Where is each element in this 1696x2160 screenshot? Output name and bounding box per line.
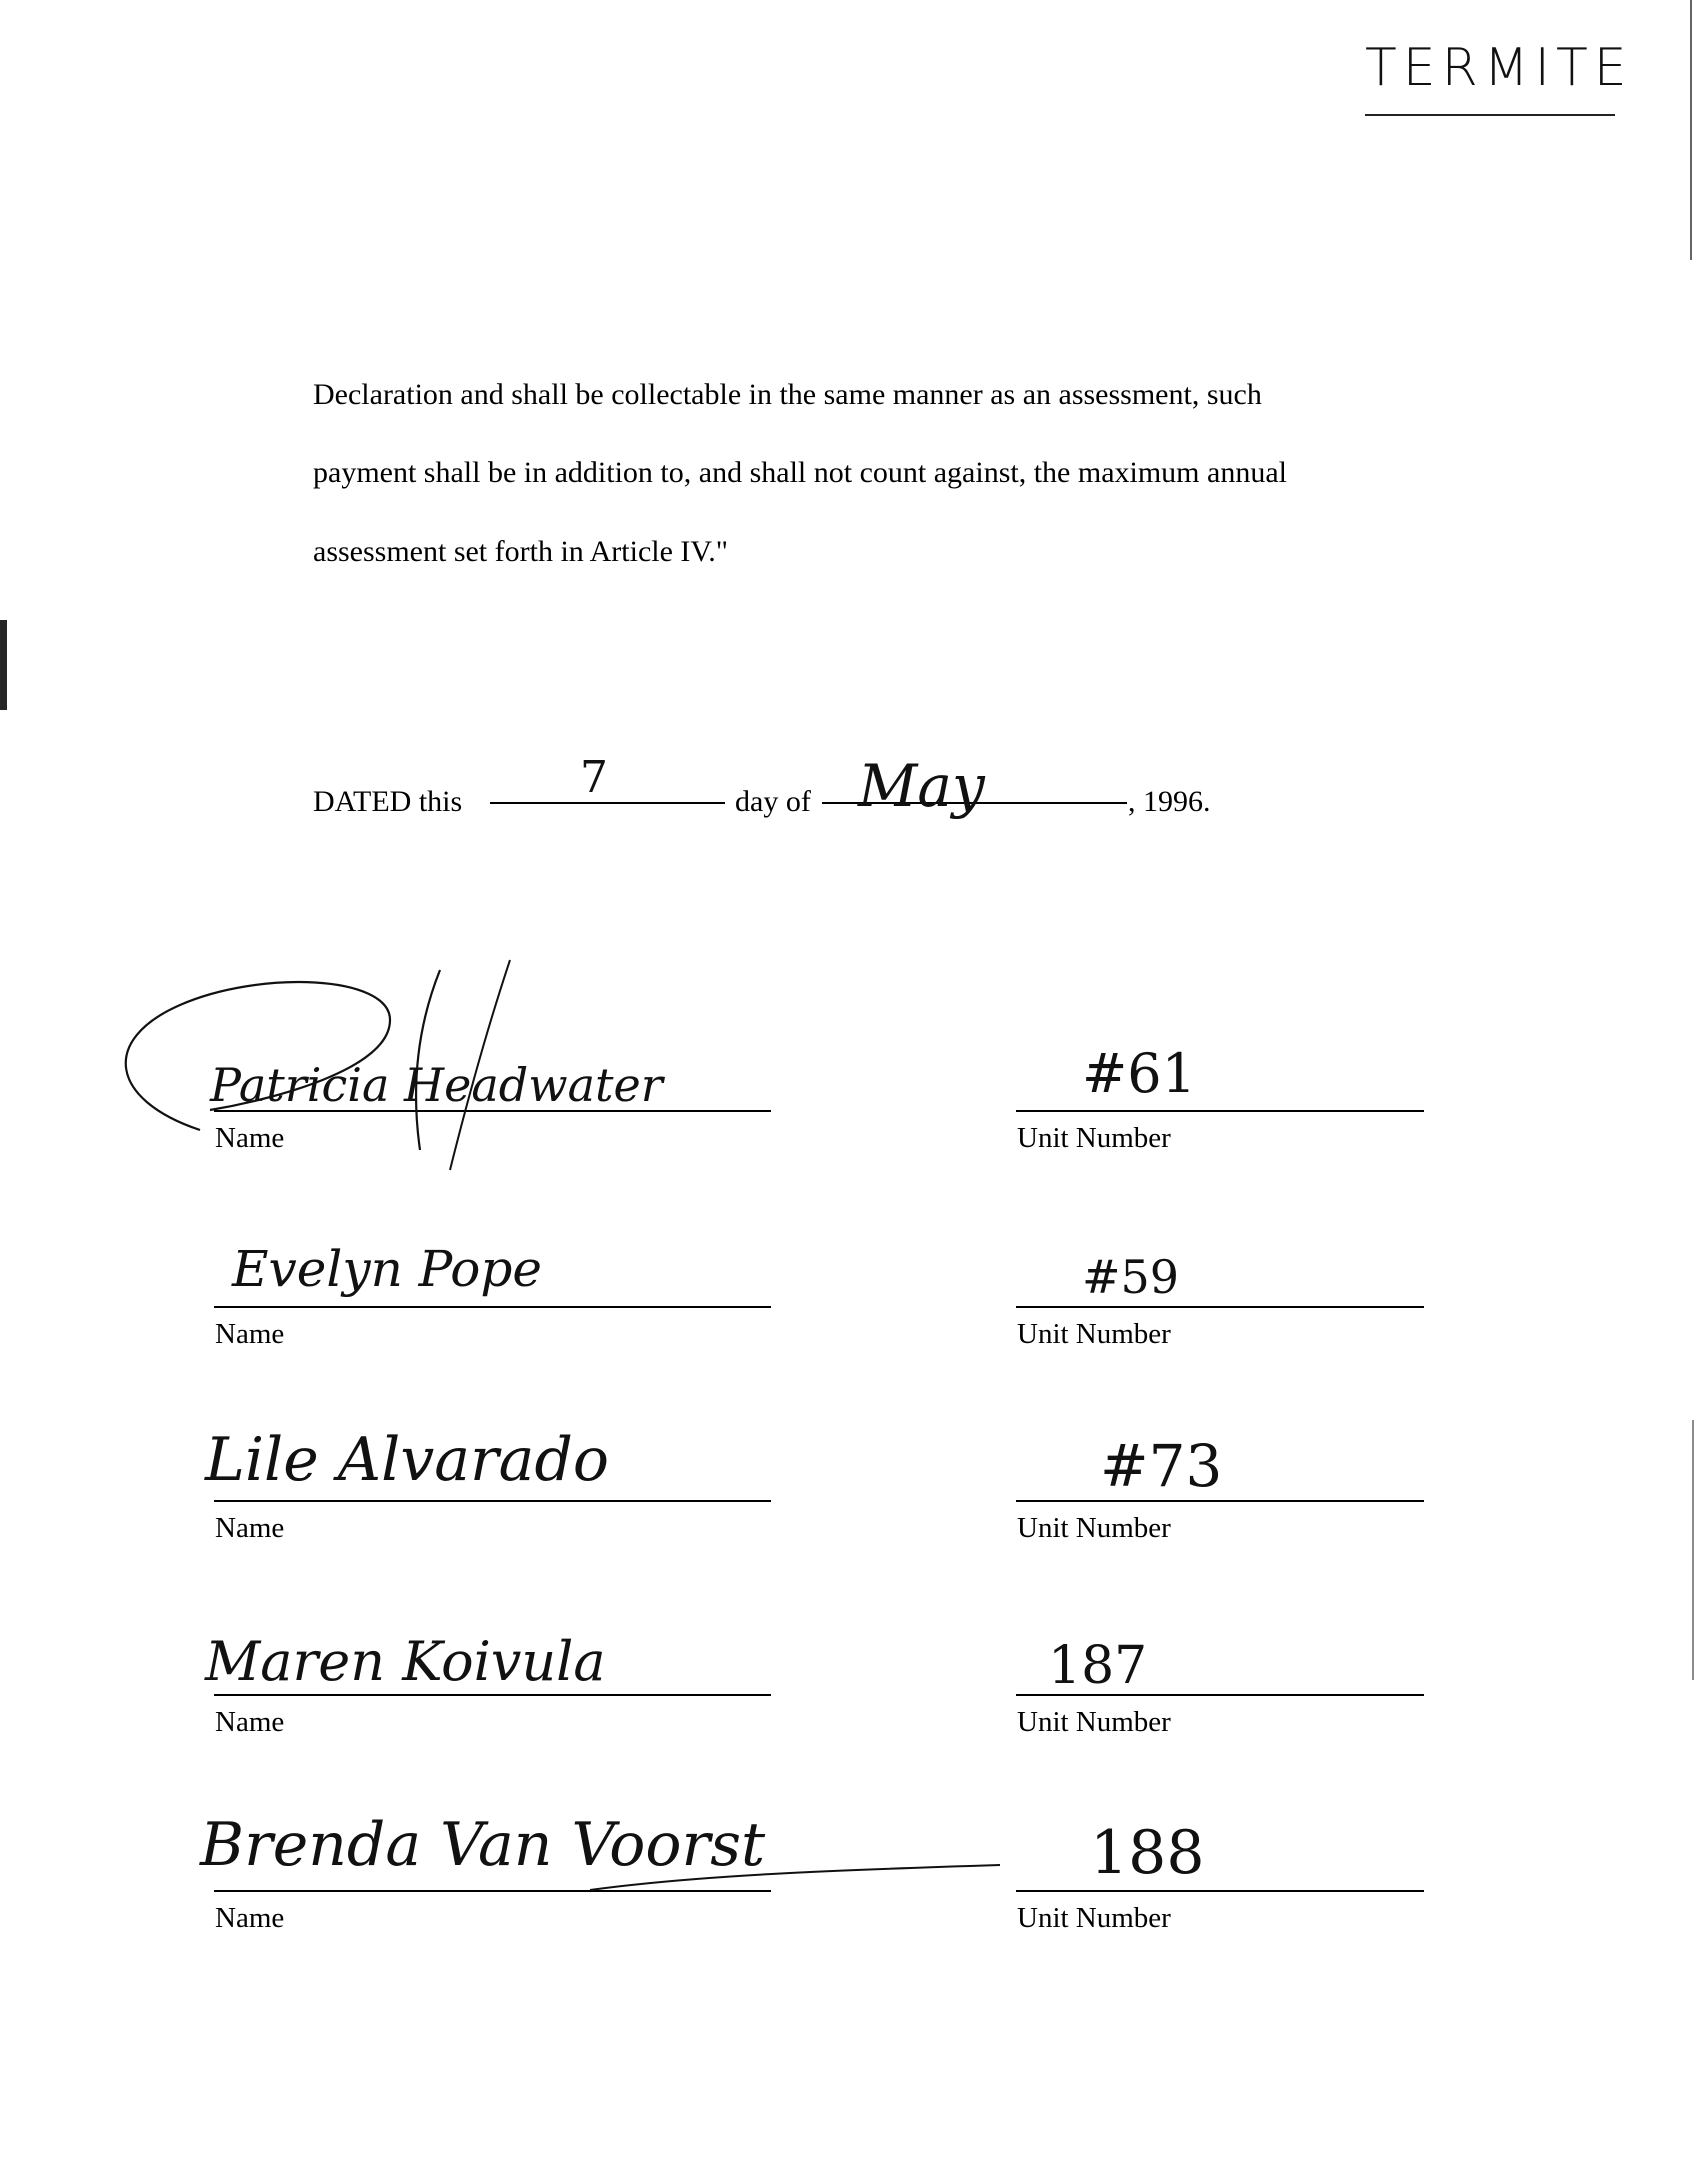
unit-value-2: #59	[1082, 1250, 1180, 1304]
signature-text-1: Patricia Headwater	[210, 1058, 663, 1112]
scan-artifact-right-edge	[1690, 0, 1692, 260]
unit-value-4: 187	[1048, 1636, 1148, 1696]
unit-label-5: Unit Number	[1017, 1902, 1171, 1934]
dated-prefix: DATED this	[313, 785, 463, 818]
name-rule-2	[214, 1306, 771, 1308]
day-value: 7	[580, 752, 608, 803]
signature-text-3: Lile Alvarado	[205, 1425, 609, 1495]
name-rule-3	[214, 1500, 771, 1502]
unit-value-5: 188	[1090, 1818, 1205, 1888]
unit-label-2: Unit Number	[1017, 1318, 1171, 1350]
header-annotation	[1365, 38, 1633, 98]
scan-artifact-right-edge-lower	[1692, 1420, 1694, 1680]
unit-value-1: #61	[1082, 1042, 1196, 1105]
name-label-4: Name	[215, 1706, 285, 1738]
name-label-1: Name	[215, 1122, 285, 1154]
body-line-2: payment shall be in addition to, and shall not count against, the maximum annual	[313, 456, 1287, 489]
header-annotation-text: TERMITE	[1365, 38, 1633, 98]
body-line-3: assessment set forth in Article IV."	[313, 535, 728, 568]
signature-text-2: Evelyn Pope	[232, 1240, 542, 1298]
unit-label-4: Unit Number	[1017, 1706, 1171, 1738]
unit-rule-1	[1016, 1110, 1424, 1112]
month-value: May	[858, 752, 985, 820]
signature-text-5: Brenda Van Voorst	[200, 1810, 766, 1880]
unit-value-3: #73	[1100, 1432, 1223, 1500]
name-label-5: Name	[215, 1902, 285, 1934]
scan-artifact-left-edge	[0, 620, 7, 710]
name-label-3: Name	[215, 1512, 285, 1544]
name-rule-4	[214, 1694, 771, 1696]
day-of-label: day of	[735, 785, 811, 818]
signature-text-4: Maren Koivula	[205, 1630, 606, 1693]
year-suffix: , 1996.	[1128, 785, 1211, 818]
unit-rule-2	[1016, 1306, 1424, 1308]
unit-label-1: Unit Number	[1017, 1122, 1171, 1154]
unit-label-3: Unit Number	[1017, 1512, 1171, 1544]
unit-rule-3	[1016, 1500, 1424, 1502]
body-line-1: Declaration and shall be collectable in the same manner as an assessment, such	[313, 378, 1262, 411]
unit-rule-5	[1016, 1890, 1424, 1892]
name-label-2: Name	[215, 1318, 285, 1350]
